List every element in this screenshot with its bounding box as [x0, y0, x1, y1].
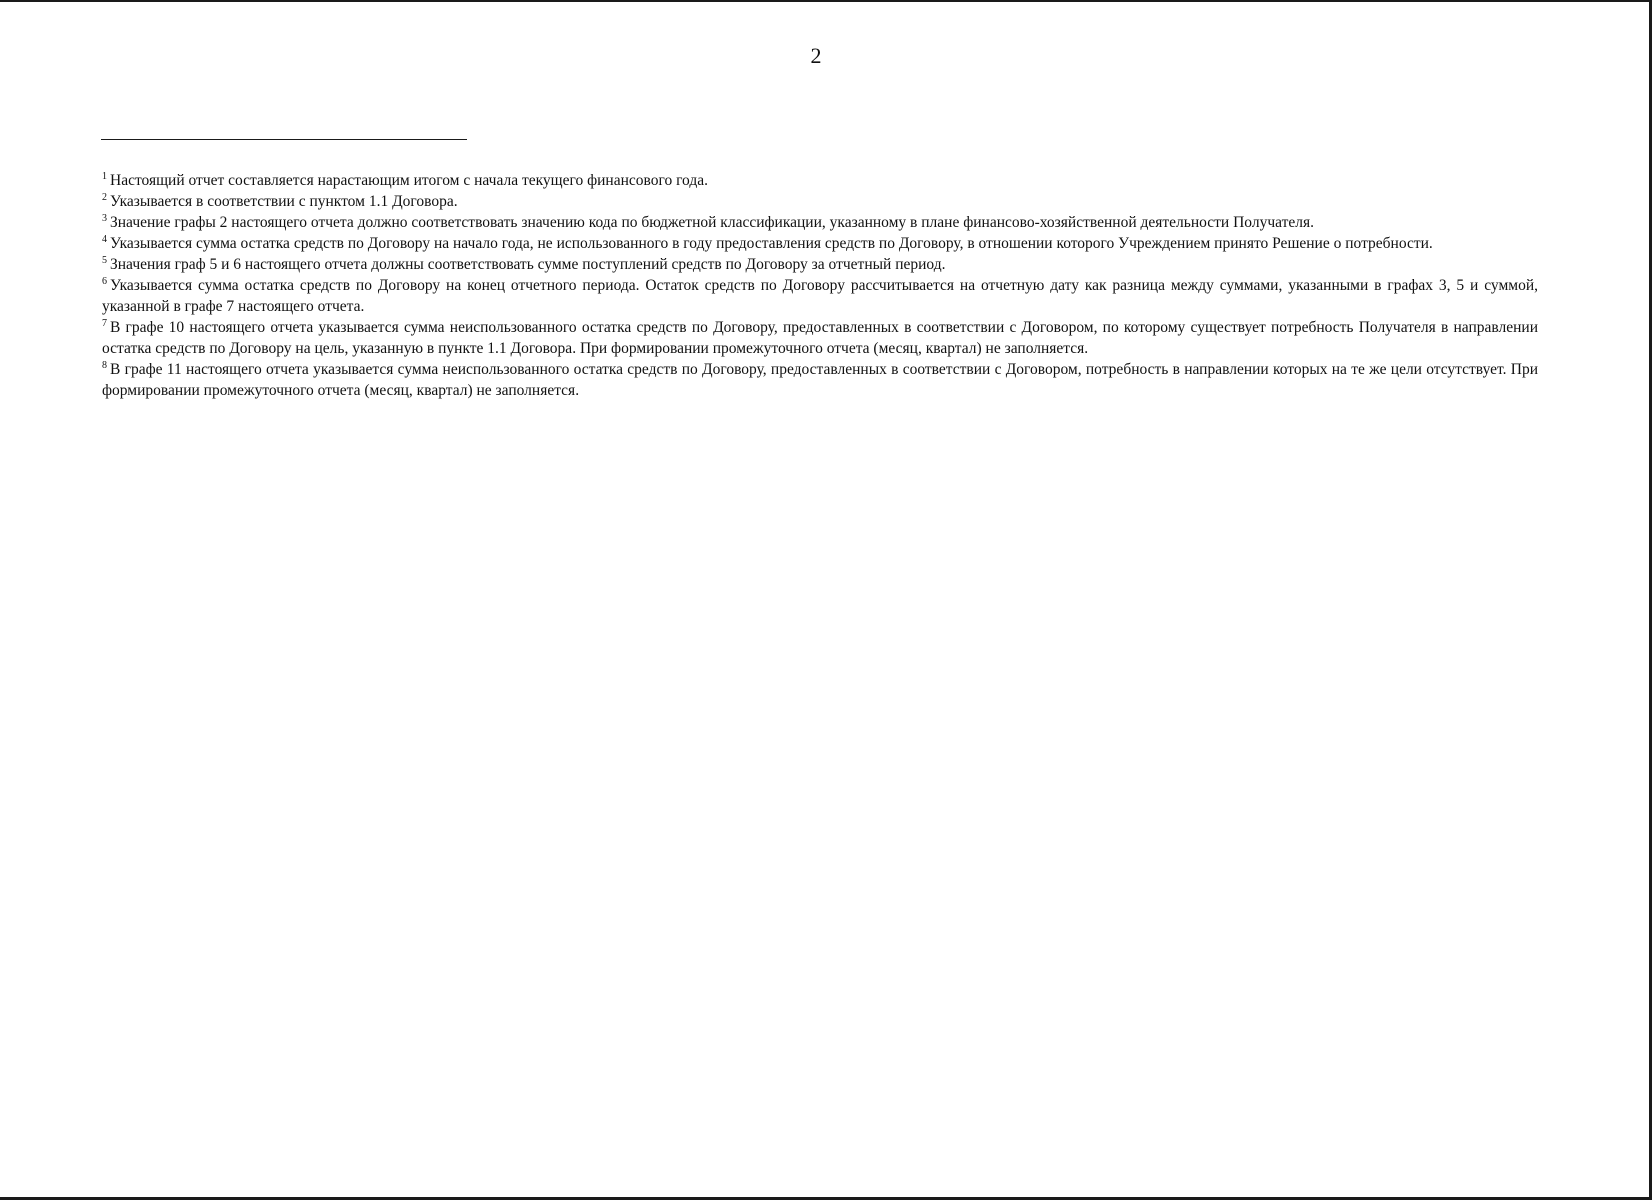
footnote-text: Указывается сумма остатка средств по Договору на конец отчетного периода. Остаток средств по Договору рассчитывается на отчетную дату как разница между суммами, указанными в графах 3, 5 и суммой, указанной в графе 7 настоящего отчета.: [102, 277, 1538, 315]
footnote: [102, 359, 1538, 401]
footnote-text: Указывается в соответствии с пунктом 1.1 Договора.: [110, 193, 458, 210]
footnote: [102, 233, 1538, 254]
footnotes-list: [102, 170, 1538, 401]
footnote-marker: 4: [102, 233, 107, 245]
scan-edge-top: [0, 0, 1652, 2]
footnote-marker: 2: [102, 191, 107, 203]
footnote: [102, 191, 1538, 212]
footnote-text: Значение графы 2 настоящего отчета должно соответствовать значению кода по бюджетной классификации, указанному в плане финансово-хозяйственной деятельности Получателя.: [110, 214, 1314, 231]
footnote-separator: [101, 139, 467, 140]
footnote-text: Настоящий отчет составляется нарастающим итогом с начала текущего финансового года.: [110, 172, 708, 189]
footnote: [102, 254, 1538, 275]
footnote-marker: 7: [102, 317, 107, 329]
page-number: 2: [810, 43, 822, 68]
footnote-marker: 1: [102, 170, 107, 182]
footnote: [102, 212, 1538, 233]
footnote: [102, 317, 1538, 359]
footnote: [102, 170, 1538, 191]
footnote-text: В графе 10 настоящего отчета указывается сумма неиспользованного остатка средств по Договору, предоставленных в соответствии с Договором, по которому существует потребность Получателя в направлении остатка средств по Договору на цель, указанную в пункте 1.1 Договора. При формировании промежуточного отчета (месяц, квартал) не заполняется.: [102, 319, 1538, 357]
footnote-marker: 5: [102, 254, 107, 266]
footnote-text: В графе 11 настоящего отчета указывается сумма неиспользованного остатка средств по Договору, предоставленных в соответствии с Договором, потребность в направлении которых на те же цели отсутствует. При формировании промежуточного отчета (месяц, квартал) не заполняется.: [102, 361, 1538, 399]
footnote-marker: 6: [102, 275, 107, 287]
footnote-text: Указывается сумма остатка средств по Договору на начало года, не использованного в году предоставления средств по Договору, в отношении которого Учреждением принято Решение о потребности.: [110, 235, 1433, 252]
footnote-marker: 8: [102, 359, 107, 371]
footnote: [102, 275, 1538, 317]
footnote-text: Значения граф 5 и 6 настоящего отчета должны соответствовать сумме поступлений средств по Договору за отчетный период.: [110, 256, 946, 273]
footnote-marker: 3: [102, 212, 107, 224]
